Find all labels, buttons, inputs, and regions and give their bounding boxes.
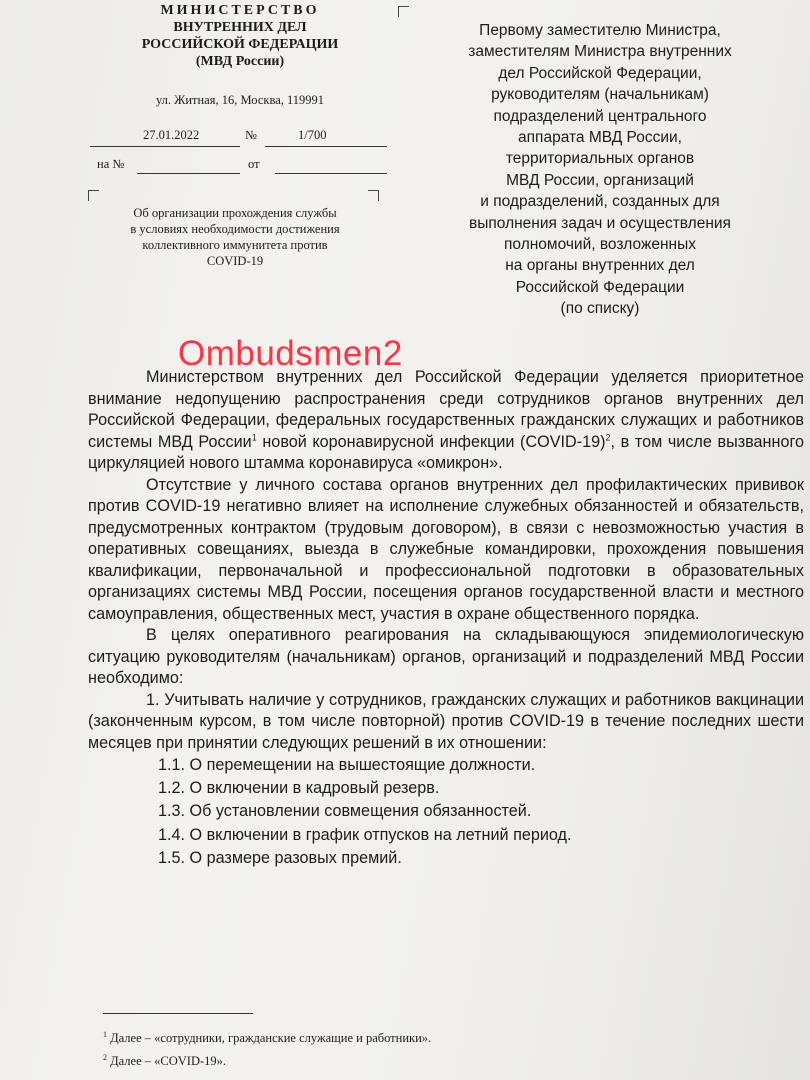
number-label: № [245, 128, 257, 142]
addressee-line: МВД России, организаций [506, 171, 694, 189]
reference-underline [137, 173, 240, 174]
addressee-line: Первому заместителю Министра, [479, 22, 721, 39]
paragraph-3: В целях оперативного реагирования на складывающуюся эпидемиологическую ситуацию руководителям (начальникам) органов, организаций и подразделений МВД России необходимо: [88, 626, 804, 687]
addressee-corner-mark [398, 6, 409, 17]
letterhead-line: (МВД России) [195, 54, 285, 69]
addressee-line: руководителям (начальникам) [491, 86, 709, 104]
addressee-line: на органы внутренних дел [505, 257, 695, 275]
footnote-mark: 2 [103, 1053, 107, 1063]
footnote-mark: 1 [103, 1030, 107, 1039]
paragraph-text: Министерством внутренних дел Российской Федерации уделяется приоритетное внимание недопущению распространения среди сотрудников органов внутренних дел Российской Федерации, федеральных государственных гражданских служащих и работников системы МВД России [88, 368, 804, 451]
addressee-line: (по списку) [560, 300, 640, 318]
subject-corner-mark [368, 190, 379, 201]
letter-subject [95, 205, 375, 269]
letterhead-line: МИНИСТЕРСТВО [160, 3, 320, 18]
addressee-block [430, 20, 770, 320]
ministry-address: ул. Житная, 16, Москва, 119991 [155, 93, 325, 107]
addressee-line: заместителям Министра внутренних [468, 43, 732, 61]
watermark-text: Ombudsmen2 [178, 334, 403, 373]
addressee-line: дел Российской Федерации, [498, 64, 702, 82]
subject-line: коллективного иммунитета против [142, 238, 328, 252]
list-item: 1.4. О включении в график отпусков на летний период. [158, 825, 572, 844]
footnote-ref-1[interactable]: 1 [251, 432, 257, 443]
footnote-separator [103, 1013, 253, 1014]
addressee-line: полномочий, возложенных [504, 236, 696, 254]
footnotes [103, 1025, 703, 1071]
footnote-1 [103, 1025, 703, 1048]
list-item: 1.5. О размере разовых премий. [158, 848, 402, 867]
list-item: 1.3. Об установлении совмещения обязанностей. [158, 802, 532, 821]
number-underline [265, 146, 387, 147]
list-item: 1.2. О включении в кадровый резерв. [158, 779, 440, 798]
addressee-line: выполнения задач и осуществления [469, 214, 731, 232]
paragraph-text: , в том числе вызванного циркуляцией нового штамма коронавируса «омикрон». [88, 432, 804, 472]
paragraph-1 [88, 367, 804, 475]
footnote-text: Далее – «COVID-19». [107, 1054, 227, 1069]
footnote-ref-2[interactable]: 2 [605, 432, 611, 443]
date-underline [90, 146, 240, 147]
addressee-line: и подразделений, созданных для [480, 193, 720, 211]
letter-body [88, 367, 804, 870]
reference-label: на № [97, 157, 125, 171]
paragraph-text: новой коронавирусной инфекции (COVID-19) [256, 432, 606, 451]
paragraph-2: Отсутствие у личного состава органов внутренних дел профилактических прививок против COVID-19 негативно влияет на исполнение служебных обязанностей и обязательств, предусмотренных контрактом (трудовым договором), в связи с невозможностью участия в оперативных совещаниях, выезда в служебные командировки, прохождения повышения квалификации, первоначальной и профессиональной подготовки в образовательных организациях системы МВД России, посещения органов государственной власти и местного самоуправления, общественных мест, участия в охране общественного порядка. [88, 475, 804, 623]
addressee-line: территориальных органов [505, 150, 695, 168]
footnote-text: Далее – «сотрудники, гражданские служащие и работники». [107, 1031, 432, 1046]
addressee-line: аппарата МВД России, [518, 129, 682, 147]
list-item: 1.1. О перемещении на вышестоящие должности. [158, 756, 536, 774]
letter-number: 1/700 [298, 128, 327, 142]
addressee-line: Российской Федерации [515, 278, 685, 296]
letterhead-line: РОССИЙСКОЙ ФЕДЕРАЦИИ [141, 37, 339, 52]
subject-line: COVID-19 [206, 254, 264, 268]
letterhead [95, 2, 385, 70]
footnote-2 [103, 1048, 703, 1071]
decision-list [88, 754, 804, 870]
from-underline [275, 173, 387, 174]
from-label: от [248, 157, 260, 171]
subject-line: в условиях необходимости достижения [130, 222, 340, 236]
addressee-line: подразделений центрального [493, 107, 707, 125]
letter-date: 27.01.2022 [143, 128, 200, 142]
subject-corner-mark [88, 190, 99, 201]
subject-line: Об организации прохождения службы [133, 206, 337, 220]
paragraph-4: 1. Учитывать наличие у сотрудников, гражданских служащих и работников вакцинации (законченным курсом, в том числе повторной) против COVID-19 в течение последних шести месяцев при принятии следующих решений в их отношении: [88, 690, 804, 752]
letterhead-line: ВНУТРЕННИХ ДЕЛ [173, 20, 307, 35]
